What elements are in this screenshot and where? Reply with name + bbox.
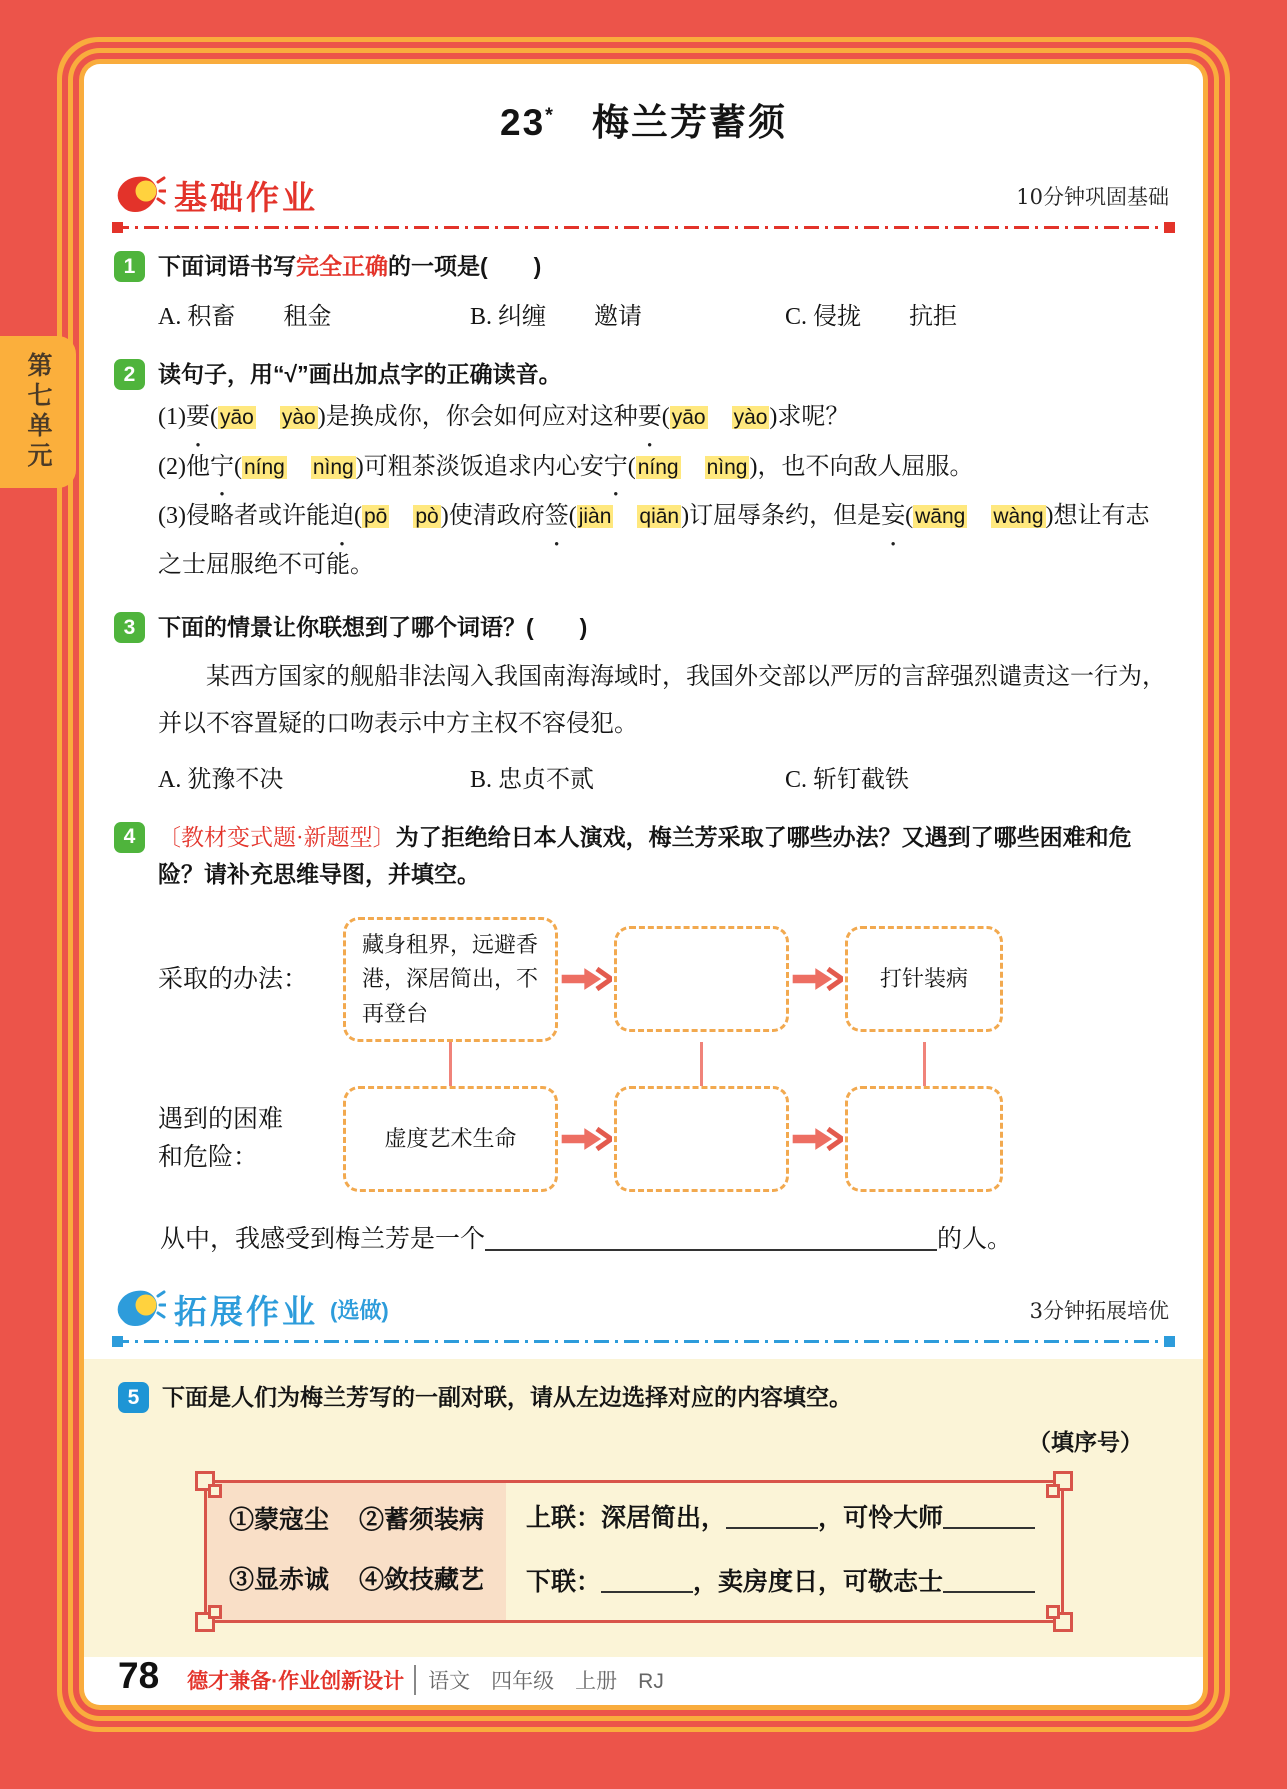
choice-2: ②蓄须装病 [359, 1506, 485, 1534]
connector-line [449, 1042, 452, 1086]
page-footer [118, 1655, 664, 1697]
question-1-number: 1 [114, 251, 145, 282]
blue-dashdot-divider [114, 1340, 1173, 1343]
q3-option-b: B. 忠贞不贰 [470, 766, 595, 793]
double-arrow-icon [558, 1124, 614, 1154]
couplet-box [204, 1480, 1064, 1623]
lower-couplet-line: 下联： ，卖房度日，可敬志士 [526, 1563, 1041, 1604]
q2-sentence-1: (1)要 ●(yāo yào)是换成你，你会如何应对这种要 ●(yāo yào)求呢？ [158, 393, 1173, 442]
upper-blank-1 [726, 1504, 818, 1529]
lesson-number: 23 [500, 102, 546, 143]
basic-section-header [114, 170, 1173, 221]
footer-meta: 语文 四年级 上册 RJ [414, 1665, 664, 1695]
spotlight-icon [114, 170, 166, 221]
mindmap-method-box-3: 打针装病 [845, 926, 1003, 1032]
mindmap-row2-label: 遇到的困难 和危险： [158, 1106, 284, 1171]
q3-option-a: A. 犹豫不决 [158, 766, 284, 793]
worksheet-page [84, 64, 1203, 1705]
q1-options [158, 298, 1173, 337]
choice-4: ④敛技藏艺 [359, 1567, 485, 1595]
q4-conclusion: 从中，我感受到梅兰芳是一个 的人。 [160, 1225, 1013, 1253]
basic-section-title: 基础作业 [174, 179, 318, 216]
upper-couplet-line: 上联：深居简出， ，可怜大师 [526, 1499, 1041, 1540]
question-2-number: 2 [114, 359, 145, 390]
basic-section-note: 10分钟巩固基础 [1016, 184, 1169, 209]
mindmap-method-box-1: 藏身租界，远避香港，深居简出，不再登台 [343, 917, 558, 1041]
q3-prompt: 下面的情景让你联想到了哪个词语？( ) [158, 614, 588, 641]
q2-prompt: 读句子，用“√”画出加点字的正确读音。 [158, 361, 562, 388]
q3-option-c: C. 斩钉截铁 [785, 766, 910, 793]
mindmap-difficulty-box-1: 虚度艺术生命 [343, 1086, 558, 1192]
q2-sentence-2: (2)他宁 ●(níng nìng)可粗茶淡饭追求内心安宁 ●(níng nìng)，也不向敌人屈服。 [158, 443, 1173, 492]
double-arrow-icon [789, 1124, 845, 1154]
extension-section-title: 拓展作业 [174, 1293, 318, 1331]
q1-option-c: C. 侵拢 抗拒 [785, 304, 958, 331]
connector-line [923, 1042, 926, 1086]
lower-blank-1 [601, 1568, 693, 1593]
choice-3: ③显赤诚 [229, 1567, 330, 1595]
couplet-choices [207, 1483, 506, 1620]
lower-blank-2 [943, 1568, 1035, 1593]
q4-prompt: 为了拒绝给日本人演戏，梅兰芳采取了哪些办法？又遇到了哪些困难和危险？请补充思维导图，并填空。 [158, 823, 1132, 888]
mindmap-difficulty-box-2-blank [614, 1086, 789, 1192]
q4-source-tag: 〔教材变式题·新题型〕 [158, 824, 396, 850]
question-5-number: 5 [118, 1382, 149, 1413]
q3-passage: 某西方国家的舰船非法闯入我国南海海域时，我国外交部以严厉的言辞强烈谴责这一行为，并以不容置疑的口吻表示中方主权不容侵犯。 [158, 664, 1166, 738]
q2-sentence-3: (3)侵略者或许能迫 ●(pō pò)使清政府签 ●(jiàn qiān)订屈辱条约，但是妄 ●(wāng wàng)想让有志之士屈服绝不可能。 [158, 492, 1173, 590]
q1-prompt-prefix: 下面词语书写 [158, 253, 296, 279]
q5-fill-note: （填序号） [1028, 1430, 1143, 1456]
mind-map [158, 917, 1173, 1191]
mindmap-row1-label: 采取的办法： [158, 965, 309, 993]
extension-section-note: 3分钟拓展培优 [1029, 1298, 1169, 1323]
spotlight-icon [114, 1284, 166, 1335]
couplet-lines [506, 1483, 1061, 1620]
question-5 [118, 1379, 1169, 1623]
lesson-star: * [545, 104, 553, 127]
extension-section-header [114, 1284, 1173, 1335]
q1-prompt-suffix: 的一项是( ) [388, 253, 542, 279]
unit-tab: 第七单元 [0, 336, 76, 488]
corner-ornament [195, 1471, 215, 1491]
red-dashdot-divider [114, 226, 1173, 229]
q4-answer-blank [485, 1224, 937, 1250]
corner-ornament [1053, 1471, 1073, 1491]
corner-ornament [1053, 1612, 1073, 1632]
choice-1: ①蒙寇尘 [229, 1506, 330, 1534]
extension-panel [84, 1359, 1203, 1657]
mindmap-method-box-2-blank [614, 926, 789, 1032]
connector-line [700, 1042, 703, 1086]
corner-ornament [195, 1612, 215, 1632]
question-4 [114, 819, 1173, 1260]
upper-blank-2 [943, 1504, 1035, 1529]
double-arrow-icon [789, 964, 845, 994]
question-3 [114, 609, 1173, 800]
lesson-title [114, 92, 1173, 146]
extension-section-subtitle: (选做) [330, 1298, 389, 1324]
q1-option-a: A. 积畜 租金 [158, 304, 332, 331]
lesson-name: 梅兰芳蓄须 [591, 102, 787, 143]
page-number: 78 [118, 1655, 160, 1696]
q1-option-b: B. 纠缠 邀请 [470, 304, 643, 331]
q1-prompt-highlight: 完全正确 [296, 253, 388, 279]
question-1 [114, 248, 1173, 337]
q5-prompt: 下面是人们为梅兰芳写的一副对联，请从左边选择对应的内容填空。 [162, 1384, 852, 1411]
question-3-number: 3 [114, 612, 145, 643]
footer-brand: 德才兼备·作业创新设计 [187, 1670, 405, 1693]
double-arrow-icon [558, 964, 614, 994]
q3-options [158, 761, 1173, 800]
question-2 [114, 356, 1173, 590]
mindmap-difficulty-box-3-blank [845, 1086, 1003, 1192]
question-4-number: 4 [114, 822, 145, 853]
